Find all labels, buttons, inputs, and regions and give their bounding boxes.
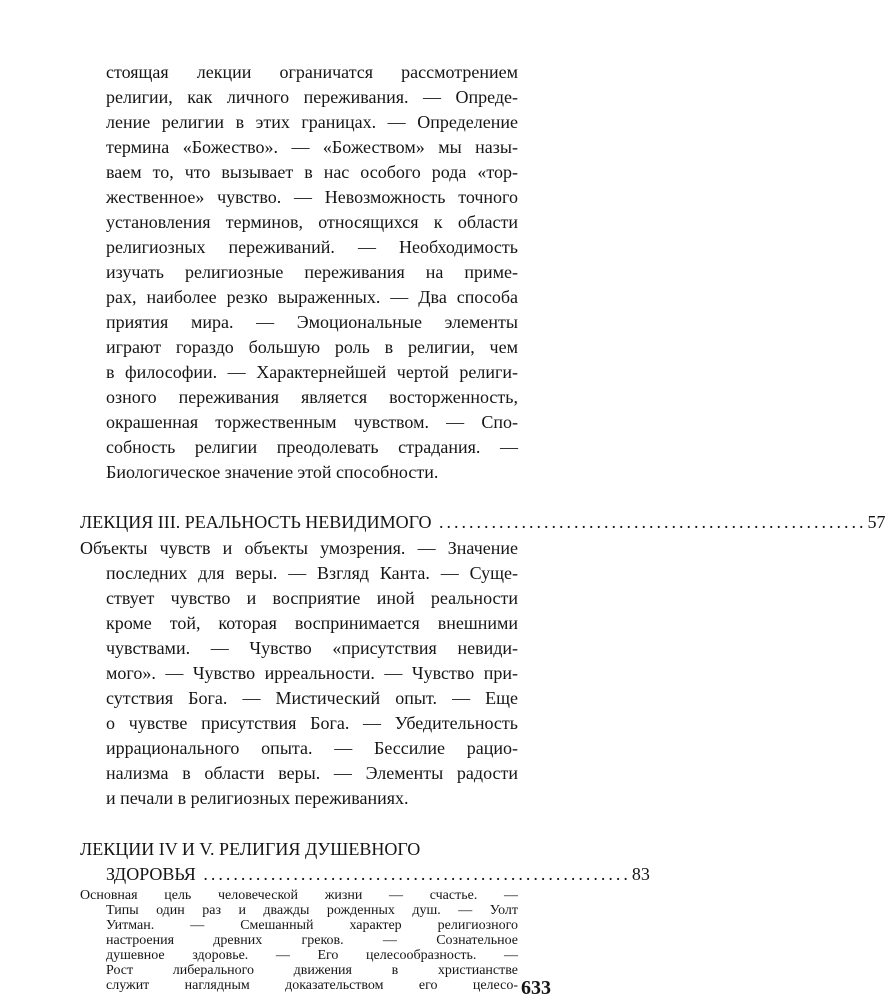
text-line: религиозных переживаний. — Необходимость (106, 237, 518, 257)
text-line: Типы один раз и дважды рожденных душ. — Уолт (106, 903, 518, 918)
text-line: сутствия Бога. — Мистический опыт. — Еще (106, 688, 518, 708)
text-line: ление религии в этих границах. — Определение (106, 112, 518, 132)
text-line: нализма в области веры. — Элементы радости (106, 763, 518, 783)
toc-page-number: 83 (631, 864, 650, 884)
text-line: последних для веры. — Взгляд Канта. — Суще- (106, 563, 518, 583)
toc-entry-title-cont: ЗДОРОВЬЯ (106, 864, 196, 884)
page-number: 633 (521, 977, 551, 999)
text-line: настроения древних греков. — Сознательное (106, 933, 518, 948)
text-line: приятия мира. — Эмоциональные элементы (106, 312, 518, 332)
text-line: Объекты чувств и объекты умозрения. — Значение (80, 538, 518, 558)
toc-entry-lectures-4-5 (106, 862, 650, 886)
toc-leader-dots: ......................................................... (195, 864, 631, 884)
text-line: изучать религиозные переживания на приме- (106, 262, 518, 282)
text-line: иррационального опыта. — Бессилие рацио- (106, 738, 518, 758)
text-line: Основная цель человеческой жизни — счастье. — (80, 888, 518, 903)
text-line: мого». — Чувство ирреальности. — Чувство при- (106, 663, 518, 683)
text-line: Рост либерального движения в христианстве (106, 963, 518, 978)
text-line: установления терминов, относящихся к области (106, 212, 518, 232)
toc-entry-title: ЛЕКЦИИ IV И V. РЕЛИГИЯ ДУШЕВНОГО (80, 839, 421, 859)
toc-entry-title: ЛЕКЦИЯ III. РЕАЛЬНОСТЬ НЕВИДИМОГО (80, 512, 432, 532)
text-line: чувствами. — Чувство «присутствия невиди- (106, 638, 518, 658)
text-line: в философии. — Характернейшей чертой религи- (106, 362, 518, 382)
toc-leader-dots: ......................................................... (431, 512, 867, 532)
text-line: озного переживания является восторженность, (106, 387, 518, 407)
text-line: душевное здоровье. — Его целесообразность. — (106, 948, 518, 963)
text-line: ваем то, что вызывает в нас особого рода «тор- (106, 162, 518, 182)
text-line: религии, как личного переживания. — Опреде- (106, 87, 518, 107)
text-line: стоящая лекции ограничатся рассмотрением (106, 62, 518, 82)
text-line: рах, наиболее резко выраженных. — Два способа (106, 287, 518, 307)
text-line: о чувстве присутствия Бога. — Убедительность (106, 713, 518, 733)
text-line: Биологическое значение этой способности. (106, 462, 439, 482)
text-line: и печали в религиозных переживаниях. (106, 788, 409, 808)
toc-entry-lecture-3 (80, 510, 886, 534)
text-line: жественное» чувство. — Невозможность точного (106, 187, 518, 207)
text-line: кроме той, которая воспринимается внешними (106, 613, 518, 633)
text-line: окрашенная торжественным чувством. — Спо- (106, 412, 518, 432)
text-line: Уитман. — Смешанный характер религиозного (106, 918, 518, 933)
toc-page-number: 57 (867, 512, 886, 532)
text-line: служит наглядным доказательством его целесо- (106, 978, 518, 993)
text-line: термина «Божество». — «Божеством» мы назы- (106, 137, 518, 157)
text-line: играют гораздо большую роль в религии, чем (106, 337, 518, 357)
text-line: собность религии преодолевать страдания. — (106, 437, 518, 457)
text-line: ствует чувство и восприятие иной реальности (106, 588, 518, 608)
